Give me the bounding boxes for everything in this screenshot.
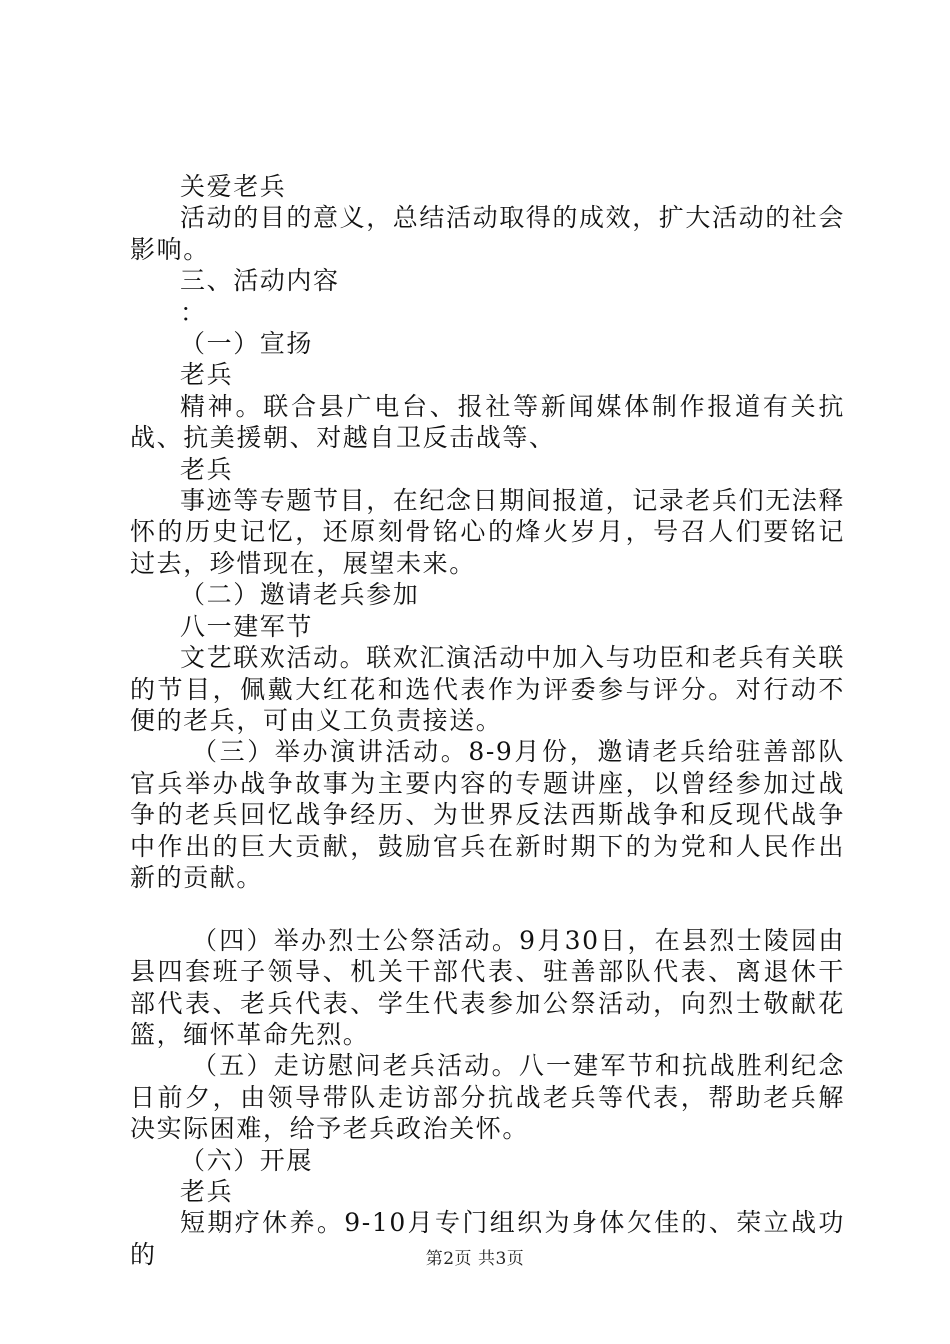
page-number-label: 第2页 共3页 bbox=[425, 1249, 525, 1269]
item-heading-2: （二）邀请老兵参加 bbox=[180, 580, 420, 610]
paragraph-colon: ： bbox=[180, 297, 207, 327]
paragraph-art-gala: 文艺联欢活动。联欢汇演活动中加入与功臣和老兵有关联的节目，佩戴大红花和选代表作为评委参与评分。对行动不便的老兵，可由义工负责接送。 bbox=[130, 643, 846, 735]
paragraph-deeds: 事迹等专题节目，在纪念日期间报道，记录老兵们无法释怀的历史记忆，还原刻骨铭心的烽火岁月，号召人们要铭记过去，珍惜现在，展望未来。 bbox=[130, 486, 846, 578]
document-body bbox=[130, 171, 845, 1270]
item-heading-1: （一）宣扬 bbox=[180, 329, 314, 359]
paragraph-heading-care-veterans: 关爱老兵 bbox=[180, 172, 287, 201]
section-heading-activity-content: 三、活动内容 bbox=[180, 266, 340, 296]
item-paragraph-3: （三）举办演讲活动。8-9月份，邀请老兵给驻善部队官兵举办战争故事为主要内容的专题讲座，以曾经参加过战争的老兵回忆战争经历、为世界反法西斯战争和反现代战争中作出的巨大贡献，鼓励官兵在新时期下的为党和人民作出新的贡献。 bbox=[130, 737, 845, 892]
paragraph-recuperation: 短期疗休养。9-10月专门组织为身体欠佳的、荣立战功的 bbox=[130, 1208, 845, 1269]
paragraph-veterans-2: 老兵 bbox=[180, 454, 234, 484]
item-paragraph-4: （四）举办烈士公祭活动。9月30日，在县烈士陵园由县四套班子领导、机关干部代表、驻善部队代表、离退休干部代表、老兵代表、学生代表参加公祭活动，向烈士敬献花篮，缅怀革命先烈。 bbox=[130, 925, 845, 1049]
paragraph-army-day: 八一建军节 bbox=[180, 611, 314, 641]
paragraph-spirit: 精神。联合县广电台、报社等新闻媒体制作报道有关抗战、抗美援朝、对越自卫反击战等、 bbox=[130, 391, 845, 453]
item-paragraph-5: （五）走访慰问老兵活动。八一建军节和抗战胜利纪念日前夕，由领导带队走访部分抗战老兵等代表，帮助老兵解决实际困难，给予老兵政治关怀。 bbox=[130, 1051, 845, 1144]
page-footer bbox=[0, 1244, 950, 1269]
item-heading-6: （六）开展 bbox=[180, 1145, 314, 1175]
paragraph-veterans-3: 老兵 bbox=[180, 1176, 234, 1206]
paragraph-veterans-1: 老兵 bbox=[180, 360, 234, 390]
paragraph-purpose: 活动的目的意义，总结活动取得的成效，扩大活动的社会影响。 bbox=[130, 203, 846, 264]
